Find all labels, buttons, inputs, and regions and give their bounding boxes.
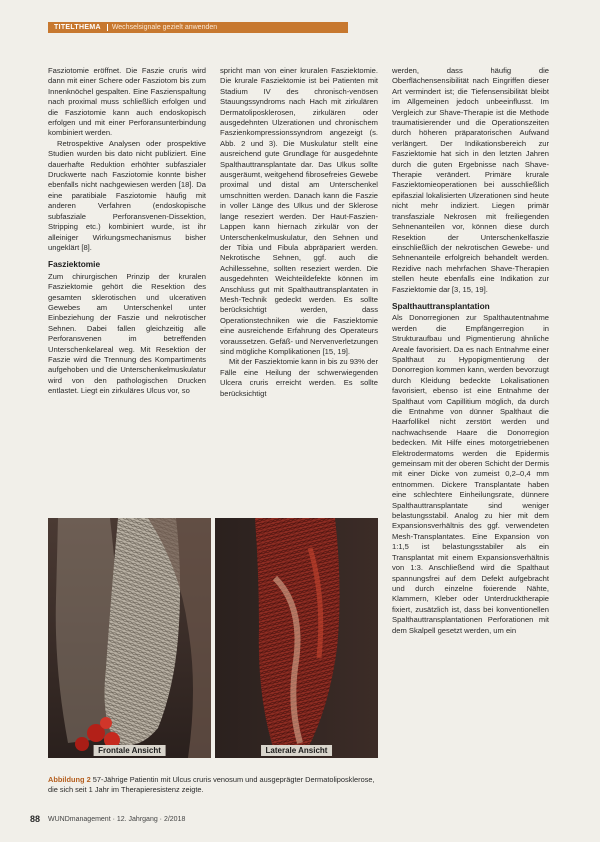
figure-caption bbox=[48, 775, 378, 794]
section-heading-spalthauttransplantation: Spalthauttransplantation bbox=[392, 300, 490, 311]
paragraph: werden, dass häufig die Oberflächensensibilität nach Eingriffen dieser Art vermindert ist; die Tiefensensibilität bleibt im Allgemeinen jedoch unbeeinflusst. Im Vergleich zur Shave-Therapie ist die Methode traumatisierender und die Operationszeiten durch höheren präparatorischen Aufwand verlängert. Der Indikationsbereich zur Fasziektomie hat sich in den letzten Jahren durch die guten Ergebnisse nach Shave-Therapie verändert. Primäre krurale Fasziektomieoperationen bei ausschließlich epifaszial lokalisierten Ulzerationen sind heute nicht mehr indiziert. Liegen primär transfasziale Nekrosen mit freiliegenden Sehnenanteilen vor, können diese durch Resektion der Unterschenkelfaszie einschließlich der nekrotischen Gewebe- und Sehnenanteile erfolgreich behandelt werden. Rezidive nach mehrfachen Shave-Therapien stellen heute ebenfalls eine Indikation zur Fasziektomie dar [3, 15, 19]. bbox=[392, 66, 549, 294]
photo-frontal-view bbox=[48, 518, 211, 758]
figure-label-frontal: Frontale Ansicht bbox=[93, 745, 166, 756]
paragraph: Zum chirurgischen Prinzip der kruralen Fasziektomie gehört die Resektion des gesamten sklerotischen und ulcerativen Gewebes am Unterschenkel unter Einbeziehung der Faszie und nekrotischer Sehnen. Dabei fallen gleichzeitig alle Perforansvenen im betreffenden Unterschenkelareal weg. Mit Resektion der Faszie wird die Trennung des Kompartiments aufgehoben und die Unterschenkelmuskulatur wird von den pathologischen Drucken entlastet. Liegt ein zirkuläres Ulcus vor, so bbox=[48, 271, 206, 396]
paragraph: Retrospektive Analysen oder prospektive Studien wurden bis dato nicht publiziert. Eine dauerhafte Reduktion erhöhter subfaszialer Druckwerte nach Fasziotomie konnte bisher ebenfalls nicht nachgewiesen werden [18]. Da eine paratibiale Fasziotomie häufig mit anderen Verfahren (endoskopische subfasziale Perforansvenen-Dissektion, Stripping etc.) kombiniert wurde, ist ihr alleiniger Wirkungsmechanismus bisher ungeklärt [8]. bbox=[48, 138, 206, 252]
paragraph: Als Donorregionen zur Spalthautentnahme werden die Empfängerregion in Strukturaufbau und Pigmentierung ähnliche Areale favorisiert. Da es nach Entnahme einer Spalthaut zu Hypopigmentierung der Donorregion kommen kann, werden bevorzugt durch Kleidung bedeckte Lokalisationen favorisiert, ebenso ist eine Entnahme der Spalthaut vom Capillitium möglich, da durch die Entnahme von dünner Spalthaut die Haarfollikel nicht zerstört werden und nachwachsende Haare die Donorregion bedecken. Mit Hilfe eines motorgetriebenen Elektrodermatoms werden die Epidermis gemeinsam mit der oberen Schicht der Dermis mit einer Dicke von zumeist 0,2–0,4 mm entnommen. Dickere Transplantate haben eine schlechtere Einheilungsrate, dünnere Spalthauttransplantate sind weniger belastungsstabil. Analog zu hier mit dem Expansionsverhältnis des ggf. verwendeten Mesh-Transplantates. Eine Expansion von 1:1,5 ist belastungsstabiler als ein Transplantat mit einem Expansionsverhältnis von 1:3. Anschließend wird die Spalthaut spannungsfrei auf dem Defekt aufgebracht und durch einzelne fixierende Nähte, Klammern, Kleber oder Unterdrucktherapie fixiert, zusätzlich ist, dass bei konventionellen Spalthauttransplantationen Perforationen mit dem Skalpell gesetzt werden, um ein bbox=[392, 313, 549, 635]
paragraph: Mit der Fasziektomie kann in bis zu 93% der Fälle eine Heilung der schwerwiegenden Ulcera cruris erreicht werden. Es sollte berücksichtigt bbox=[220, 357, 378, 398]
text-column-2 bbox=[220, 66, 378, 399]
section-subtitle: Wechselsignale gezielt anwenden bbox=[107, 24, 217, 31]
journal-info: WUNDmanagement · 12. Jahrgang · 2/2018 bbox=[48, 815, 186, 823]
section-label: TITELTHEMA bbox=[54, 24, 101, 31]
caption-title: Abbildung 2 bbox=[48, 775, 91, 784]
caption-text: 57-Jährige Patientin mit Ulcus cruris venosum und ausgeprägter Dermatoliposklerose, die sich seit 1 Jahr im Therapieresistenz zeigte. bbox=[48, 775, 375, 794]
text-column-3 bbox=[392, 66, 549, 636]
section-header bbox=[48, 22, 348, 33]
paragraph: Fasziotomie eröffnet. Die Faszie cruris wird dann mit einer Schere oder Fasziotom bis zum Innenknöchel gespalten. Eine Faszienspaltung nach proximal muss schließlich erfolgen und die Fasziotomie kann auch endoskopisch erfolgen und mit einer Perforansunterbindung kombiniert werden. bbox=[48, 66, 206, 138]
figure-label-lateral: Laterale Ansicht bbox=[261, 745, 333, 756]
page-footer bbox=[30, 814, 185, 824]
figure-2 bbox=[48, 518, 378, 780]
paragraph: spricht man von einer kruralen Fasziektomie. Die krurale Fasziektomie ist bei Patienten mit Stadium IV des chronisch-venösen Stauungssyndroms nach Hach mit zirkulären Dermatoliposklerosen, zirkulären oder ausgedehnten Ulzerationen und chronischem Faszienkompressionssyndrom angezeigt (s. Abb. 2 und 3). Die Muskulatur stellt eine ausreichend gute Grundlage für ausgedehnte Spalthauttransplantate dar. Das Ulkus sollte ausgeräumt, weitgehend fibrosefreies Gewebe proximal und distal am Unterschenkel umschnitten werden. Danach kann die Faszie in voller Länge des Ulkus und der Sklerose lange reseziert werden. Der Haut-Faszien-Lappen kann hiernach zirkulär von der Unterschenkelmuskulatur, den Sehnen und der Tibia und Fibula abpräpariert werden. Nekrotische Sehnen, ggf. auch die Achillessehne, sollten reseziert werden. Die ausgedehnten Weichteildefekte können im Anschluss gut mit Spalthauttransplantaten in Mesh-Technik gedeckt werden. Es sollte berücksichtigt werden, dass Operationstechniken wie die Fasziektomie eine ausreichende Erfahrung des Operateurs voraussetzen. Gefäß- und Nervenverletzungen sind mögliche Komplikationen [15, 19]. bbox=[220, 66, 378, 356]
photo-lateral-view bbox=[215, 518, 378, 758]
page-number: 88 bbox=[30, 814, 41, 824]
text-column-1 bbox=[48, 66, 206, 397]
photo-frontal-graphic bbox=[48, 518, 211, 758]
section-heading-fasziektomie: Fasziektomie bbox=[48, 259, 101, 270]
photo-lateral-graphic bbox=[215, 518, 378, 758]
